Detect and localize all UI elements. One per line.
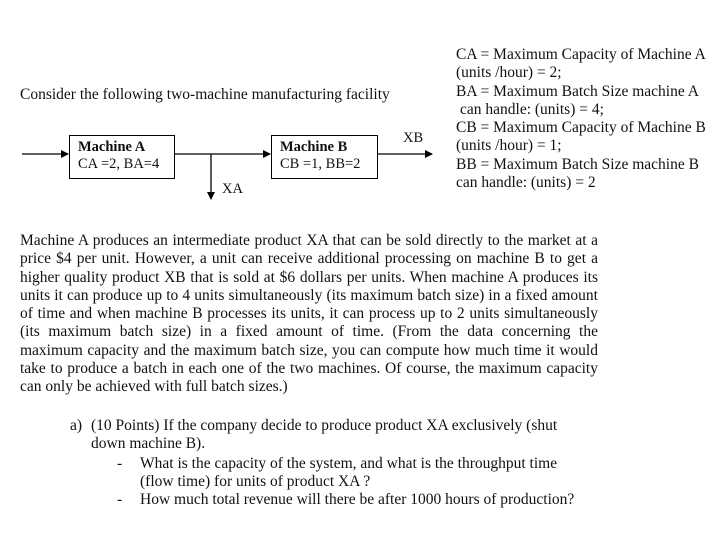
question-a: [70, 417, 590, 509]
intro-text: Consider the following two-machine manufacturing facility: [20, 86, 390, 103]
machine-b-box: [271, 135, 378, 179]
definition-line: CB = Maximum Capacity of Machine B: [456, 119, 706, 137]
machine-a-title: Machine A: [78, 139, 146, 155]
question-bullet: [70, 491, 590, 509]
machine-a-params: CA =2, BA=4: [78, 156, 160, 172]
output-xb-label: XB: [403, 130, 424, 146]
definition-line: CA = Maximum Capacity of Machine A: [456, 46, 706, 63]
definition-line: (units /hour) = 1;: [456, 137, 562, 155]
machine-b-title: Machine B: [280, 139, 348, 155]
bullet-text: How much total revenue will there be after 1000 hours of production?: [140, 491, 575, 509]
machine-a-box: [69, 135, 175, 179]
problem-paragraph: Machine A produces an intermediate product XA that can be sold directly to the market at a price $4 per unit. However, a unit can receive additional processing on machine B to get a higher quality product XB that is sold at $6 dollars per units. When machine A produces its units it can produce up to 4 units simultaneously (its maximum batch size) in a fixed amount of time and when machine B processes its units, it can process up to 2 units simultaneously (its maximum batch size) in a fixed amount of time. (From the data concerning the maximum capacity and the maximum batch size, you can compute how much time it would take to produce a batch in each one of the two machines. Of course, the maximum capacity can only be achieved with full batch sizes.): [20, 232, 598, 396]
bullet-marker: -: [117, 454, 123, 472]
definition-line: can handle: (units) = 4;: [460, 100, 604, 118]
bullet-marker: -: [117, 491, 123, 509]
definition-line: BB = Maximum Batch Size machine B: [456, 155, 699, 173]
question-text: (10 Points) If the company decide to produce product XA exclusively (shut down machine B).: [91, 417, 558, 453]
definitions-list: [456, 46, 716, 192]
question-bullet: [70, 455, 590, 492]
definition-line: can handle: (units) = 2: [456, 174, 596, 192]
question-label: a): [70, 417, 83, 434]
bullet-text: What is the capacity of the system, and what is the throughput time (flow time) for units of product XA ?: [140, 454, 558, 490]
definition-line: BA = Maximum Batch Size machine A: [456, 82, 699, 100]
definition-line: (units /hour) = 2;: [456, 64, 562, 82]
output-xa-label: XA: [222, 181, 243, 197]
machine-b-params: CB =1, BB=2: [280, 156, 361, 172]
